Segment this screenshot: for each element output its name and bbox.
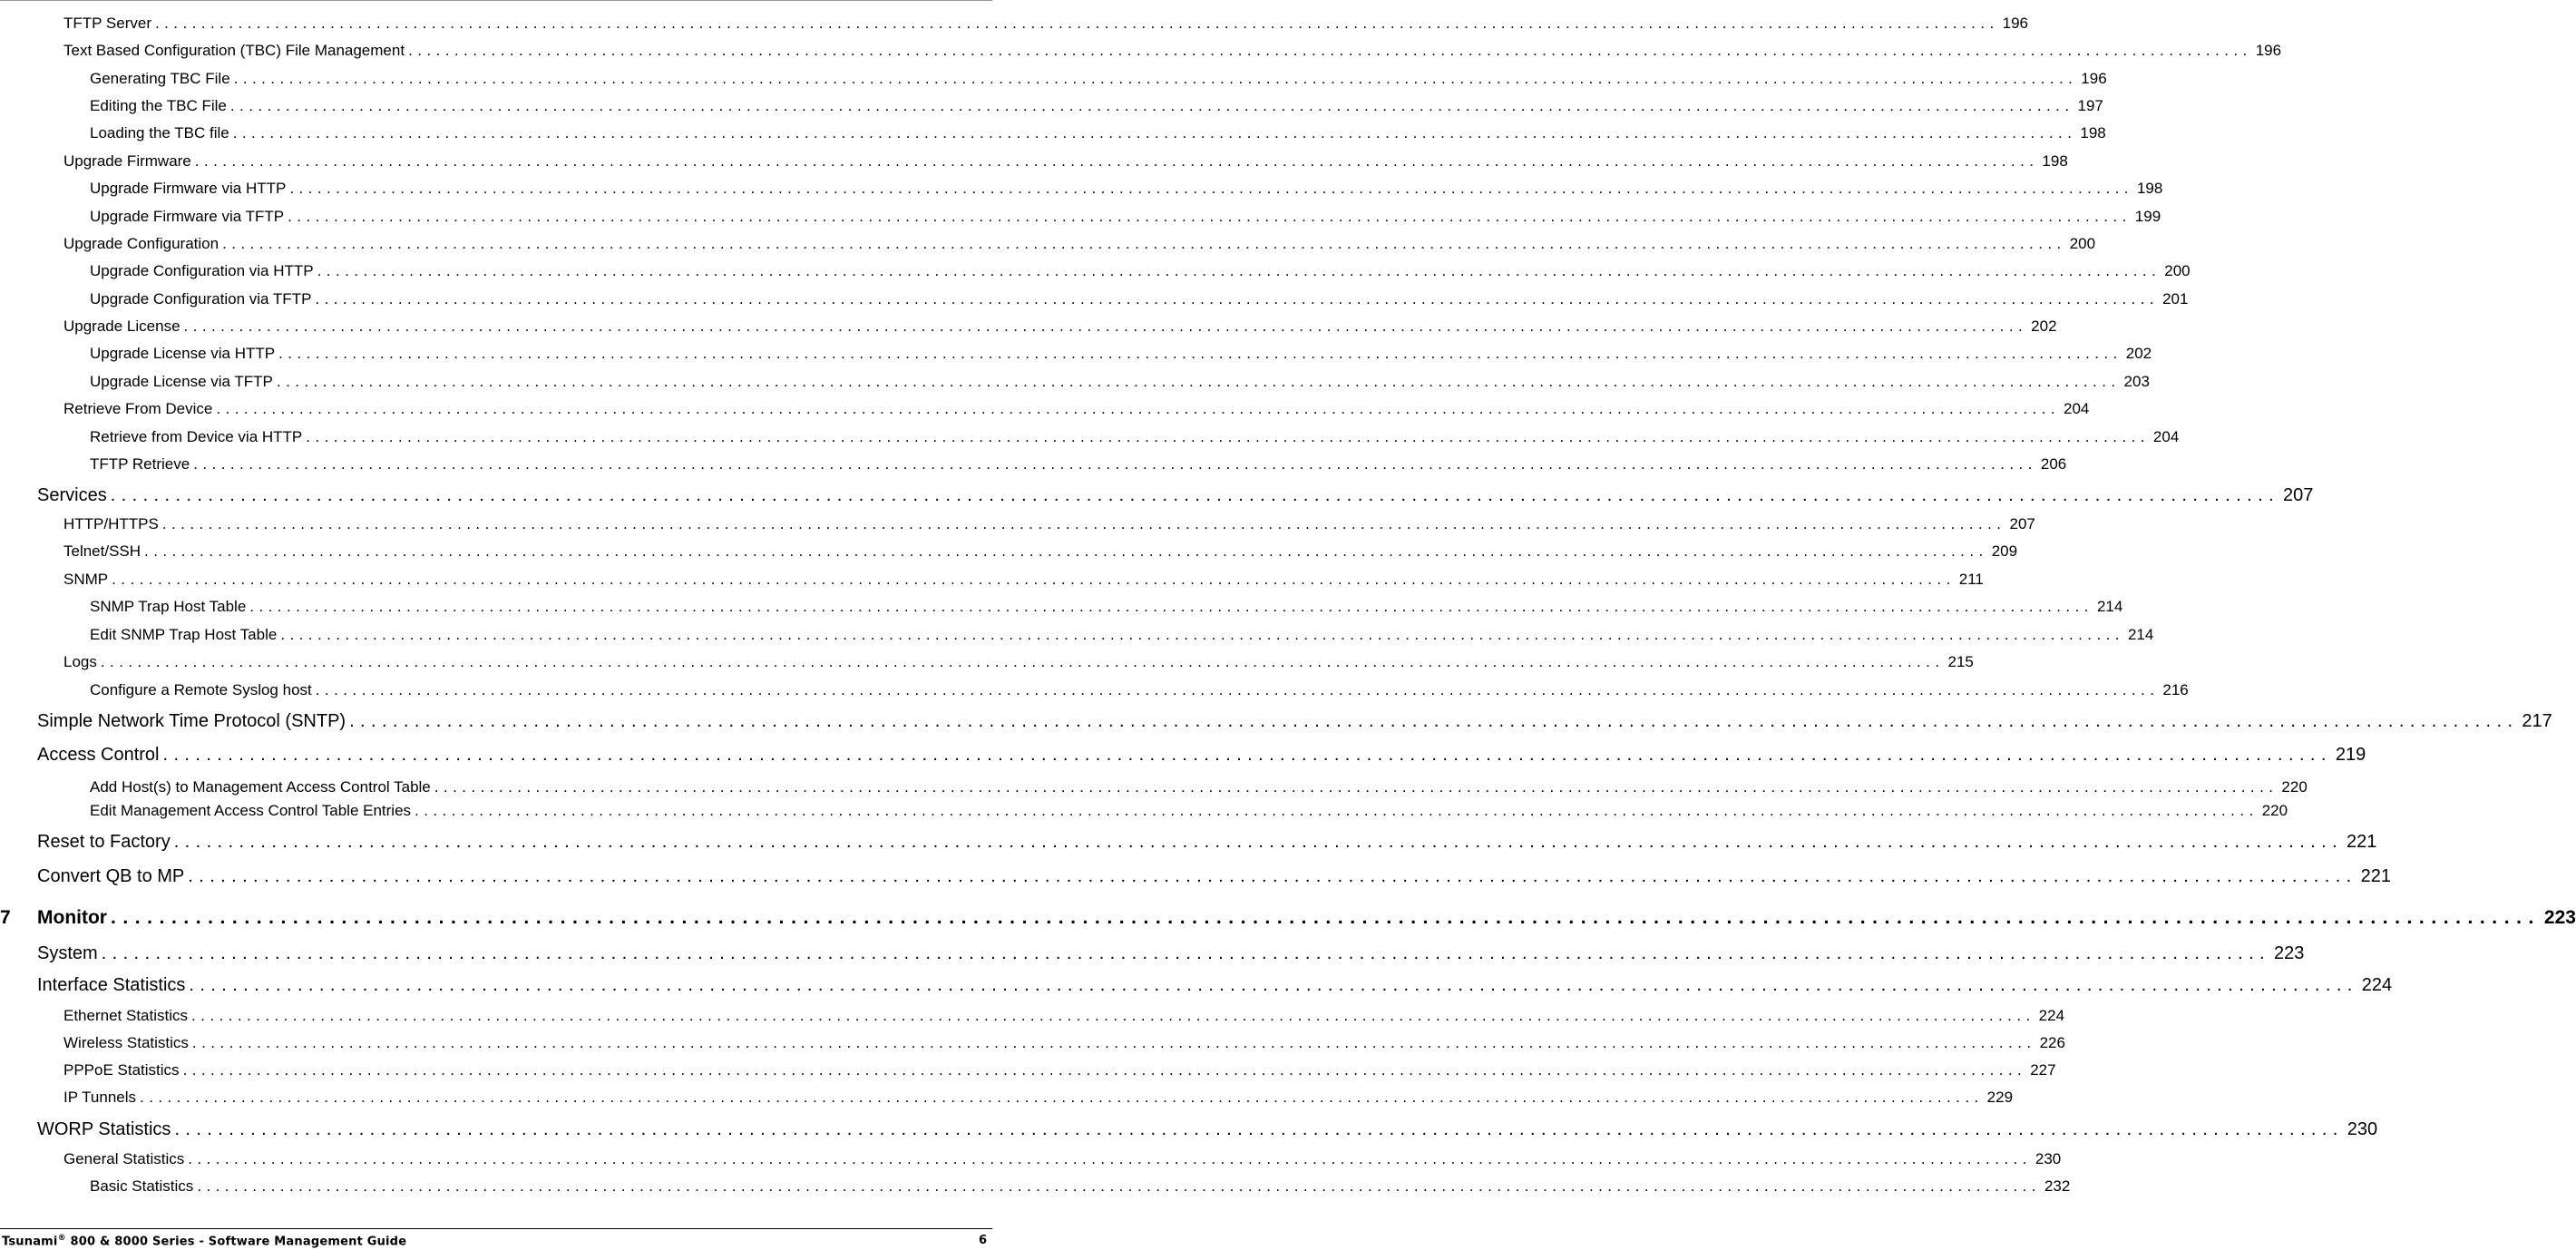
toc-entry-label: Editing the TBC File [90,97,227,114]
toc-dot-leader: ........................................................................................................................................................................................................ [415,802,2259,819]
toc-entry-label: Upgrade License via TFTP [90,373,273,390]
toc-entry-label: General Statistics [63,1150,185,1167]
toc-dot-leader: ........................................................................................................................................................................................................ [216,400,2061,417]
toc-page-number: 201 [2162,290,2189,308]
toc-entry[interactable] [90,455,2067,474]
toc-entry-label: Basic Statistics [90,1177,194,1195]
toc-entry-label: Text Based Configuration (TBC) File Management [63,42,405,59]
toc-dot-leader: ........................................................................................................................................................................................................ [112,571,1956,588]
toc-page-number: 198 [2080,124,2106,142]
toc-page-number: 202 [2125,345,2152,362]
toc-entry[interactable] [63,1089,2014,1107]
toc-dot-leader: ........................................................................................................................................................................................................ [162,745,2332,765]
toc-dot-leader: ........................................................................................................................................................................................................ [280,626,2124,643]
toc-entry[interactable] [90,124,2106,142]
footer-guide-name: 800 & 8000 Series - Software Management Guide [65,1235,407,1249]
toc-entry-label: Services [37,485,107,505]
toc-entry-label: Ethernet Statistics [63,1007,189,1024]
toc-dot-leader: ........................................................................................................................................................................................................ [194,152,2039,170]
toc-page-number: 226 [2039,1034,2065,1051]
toc-entry[interactable] [63,515,2035,533]
toc-page-number: 214 [2127,626,2154,643]
toc-dot-leader: ........................................................................................................................................................................................................ [110,485,2280,505]
toc-entry[interactable] [90,626,2154,644]
toc-page-number: 203 [2123,373,2150,390]
toc-dot-leader: ........................................................................................................................................................................................................ [249,598,2093,615]
toc-dot-leader: ........................................................................................................................................................................................................ [191,1007,2035,1024]
toc-dot-leader: ........................................................................................................................................................................................................ [317,262,2161,279]
toc-entry[interactable] [37,1119,2378,1140]
toc-entry[interactable] [63,653,1974,671]
toc-page-number: 224 [2038,1007,2065,1024]
toc-page-number: 220 [2261,802,2288,819]
toc-entry[interactable] [63,15,2028,33]
toc-chapter-number: 7 [0,907,11,928]
toc-page-number: 232 [2044,1177,2071,1195]
toc-entry-label: Reset to Factory [37,832,171,852]
toc-dot-leader: ........................................................................................................................................................................................................ [161,515,2006,532]
toc-page-number: 196 [2081,70,2107,87]
toc-page-number: 200 [2164,262,2191,279]
toc-entry[interactable] [37,711,2552,732]
toc-entry[interactable] [63,235,2096,253]
toc-entry-label: SNMP Trap Host Table [90,598,247,615]
toc-dot-leader: ........................................................................................................................................................................................................ [349,711,2519,731]
toc-dot-leader: ........................................................................................................................................................................................................ [233,70,2078,87]
toc-entry[interactable] [63,571,1984,589]
toc-entry[interactable] [63,42,2282,60]
toc-entry-label: Access Control [37,745,160,765]
toc-page-number: 216 [2162,681,2189,698]
toc-entry[interactable] [90,598,2123,616]
toc-entry-label: Interface Statistics [37,975,186,995]
toc-dot-leader: ........................................................................................................................................................................................................ [101,943,2271,963]
toc-entry-label: TFTP Server [63,15,151,32]
toc-entry-label: Monitor [37,907,107,928]
toc-entry-label: Edit Management Access Control Table Entries [90,802,412,819]
toc-page-number: 215 [1947,653,1974,670]
toc-entry[interactable] [37,745,2366,766]
toc-dot-leader: ........................................................................................................................................................................................................ [154,15,1999,32]
toc-dot-leader: ........................................................................................................................................................................................................ [434,778,2278,796]
toc-page-number: 198 [2136,180,2163,197]
toc-entry-label: SNMP [63,571,109,588]
toc-dot-leader: ........................................................................................................................................................................................................ [306,428,2150,445]
toc-page-number: 227 [2030,1061,2056,1079]
toc-dot-leader: ........................................................................................................................................................................................................ [288,208,2132,225]
toc-page-number: 209 [1991,542,2018,560]
toc-dot-leader: ........................................................................................................................................................................................................ [191,1034,2036,1051]
toc-entry-label: Configure a Remote Syslog host [90,681,312,698]
toc-entry[interactable] [90,802,2288,820]
toc-entry[interactable] [63,1034,2065,1052]
toc-dot-leader: ........................................................................................................................................................................................................ [289,180,2133,197]
footer-product-name: Tsunami [2,1235,58,1249]
toc-entry[interactable] [90,290,2189,308]
toc-entry-label: Loading the TBC file [90,124,229,142]
toc-page-number: 220 [2281,778,2308,796]
toc-page-number: 206 [2040,455,2067,473]
footer-page-number: 6 [978,1234,987,1247]
toc-entry-label: Upgrade Configuration via TFTP [90,290,312,308]
toc-page-number: 207 [2283,485,2314,505]
toc-entry-label: Add Host(s) to Management Access Control Table [90,778,431,796]
toc-entry-label: Retrieve From Device [63,400,213,417]
toc-entry[interactable] [63,1061,2056,1079]
toc-page-number: 204 [2152,428,2180,445]
toc-entry-label: HTTP/HTTPS [63,515,159,532]
toc-entry[interactable] [90,778,2308,796]
toc-page-number: 221 [2347,832,2377,852]
toc-entry[interactable] [63,317,2057,336]
toc-page-number: 199 [2134,208,2161,225]
toc-page-number: 196 [2255,42,2282,59]
toc-entry-label: TFTP Retrieve [90,455,190,473]
toc-entry[interactable] [63,400,2090,418]
toc-entry[interactable] [37,943,2305,964]
toc-dot-leader: ........................................................................................................................................................................................................ [100,653,1945,670]
toc-dot-leader: ........................................................................................................................................................................................................ [315,290,2160,308]
toc-dot-leader: ........................................................................................................................................................................................................ [276,373,2121,390]
toc-page-number: 229 [1986,1089,2014,1106]
toc-entry[interactable] [90,208,2161,226]
toc-entry[interactable] [63,542,2018,561]
toc-dot-leader: ........................................................................................................................................................................................................ [189,975,2358,995]
registered-mark: ® [57,1234,66,1243]
toc-entry-label: PPPoE Statistics [63,1061,180,1079]
toc-entry-label: Wireless Statistics [63,1034,189,1051]
toc-entry-label: IP Tunnels [63,1089,137,1106]
toc-entry[interactable] [90,373,2150,391]
toc-page-number: 202 [2031,317,2057,335]
toc-entry[interactable] [90,345,2152,363]
toc-entry-label: Upgrade Configuration [63,235,220,252]
toc-entry[interactable] [63,1007,2065,1025]
toc-entry-label: Telnet/SSH [63,542,141,560]
toc-entry-label: Simple Network Time Protocol (SNTP) [37,711,346,731]
toc-entry[interactable] [37,975,2393,996]
toc-entry-label: Edit SNMP Trap Host Table [90,626,278,643]
toc-entry[interactable] [90,180,2163,198]
toc-chapter-entry[interactable] [0,907,2576,929]
toc-entry-label: Generating TBC File [90,70,230,87]
toc-entry[interactable] [37,832,2377,853]
toc-entry-label: Upgrade Firmware via TFTP [90,208,285,225]
toc-entry[interactable] [90,428,2180,446]
toc-entry-label: Upgrade License via HTTP [90,345,276,362]
toc-entry[interactable] [90,70,2107,88]
toc-dot-leader: ........................................................................................................................................................................................................ [408,42,2252,59]
toc-dot-leader: ........................................................................................................................................................................................................ [174,1119,2344,1139]
toc-entry-label: WORP Statistics [37,1119,171,1139]
toc-entry[interactable] [90,1177,2071,1196]
toc-entry-label: Upgrade Firmware via HTTP [90,180,287,197]
top-rule [0,0,992,1]
toc-entry-label: Convert QB to MP [37,866,185,886]
footer-document-title [2,1234,406,1248]
toc-page-number: 223 [2274,943,2305,963]
toc-page-number: 230 [2034,1150,2062,1167]
toc-page-number: 219 [2335,745,2366,765]
footer-rule [0,1228,992,1229]
toc-dot-leader: ........................................................................................................................................................................................................ [182,1061,2027,1079]
toc-dot-leader: ........................................................................................................................................................................................................ [193,455,2037,473]
toc-entry-label: Upgrade Firmware [63,152,191,170]
toc-dot-leader: ........................................................................................................................................................................................................ [229,97,2074,114]
toc-dot-leader: ........................................................................................................................................................................................................ [183,317,2028,335]
toc-page-number: 207 [2009,515,2035,532]
toc-dot-leader: ........................................................................................................................................................................................................ [188,866,2357,886]
toc-entry-label: Retrieve from Device via HTTP [90,428,303,445]
toc-entry-label: Logs [63,653,97,670]
toc-entry-label: System [37,943,98,963]
toc-page-number: 198 [2042,152,2068,170]
toc-entry[interactable] [63,1150,2062,1168]
toc-page-number: 221 [2360,866,2391,886]
toc-dot-leader: ........................................................................................................................................................................................................ [278,345,2122,362]
toc-dot-leader: ........................................................................................................................................................................................................ [222,235,2066,252]
toc-page-number: 224 [2361,975,2393,995]
toc-page-number: 230 [2347,1119,2378,1139]
toc-dot-leader: ........................................................................................................................................................................................................ [140,1089,1984,1106]
toc-dot-leader: ........................................................................................................................................................................................................ [315,681,2160,698]
toc-entry-label: Upgrade Configuration via HTTP [90,262,314,279]
toc-page-number: 200 [2069,235,2096,252]
toc-dot-leader: ........................................................................................................................................................................................................ [197,1177,2041,1195]
toc-page-number: 204 [2064,400,2090,417]
toc-page-number: 211 [1958,571,1984,588]
toc-dot-leader: ........................................................................................................................................................................................................ [188,1150,2032,1167]
toc-entry[interactable] [90,681,2189,699]
toc-entry[interactable] [37,866,2391,887]
toc-entry[interactable] [37,485,2314,506]
toc-page-number: 223 [2543,907,2576,928]
toc-page-number: 217 [2522,711,2552,731]
toc-page-number: 197 [2077,97,2103,114]
toc-entry-label: Upgrade License [63,317,181,335]
toc-dot-leader: ........................................................................................................................................................................................................ [173,832,2344,852]
toc-entry[interactable] [63,152,2068,171]
toc-dot-leader: ........................................................................................................................................................................................................ [232,124,2077,142]
toc-dot-leader: ........................................................................................................................................................................................................ [110,907,2541,928]
toc-entry[interactable] [90,97,2103,115]
toc-dot-leader: ........................................................................................................................................................................................................ [144,542,1988,560]
toc-entry[interactable] [90,262,2191,280]
toc-page-number: 214 [2096,598,2123,615]
toc-page-number: 196 [2002,15,2028,32]
